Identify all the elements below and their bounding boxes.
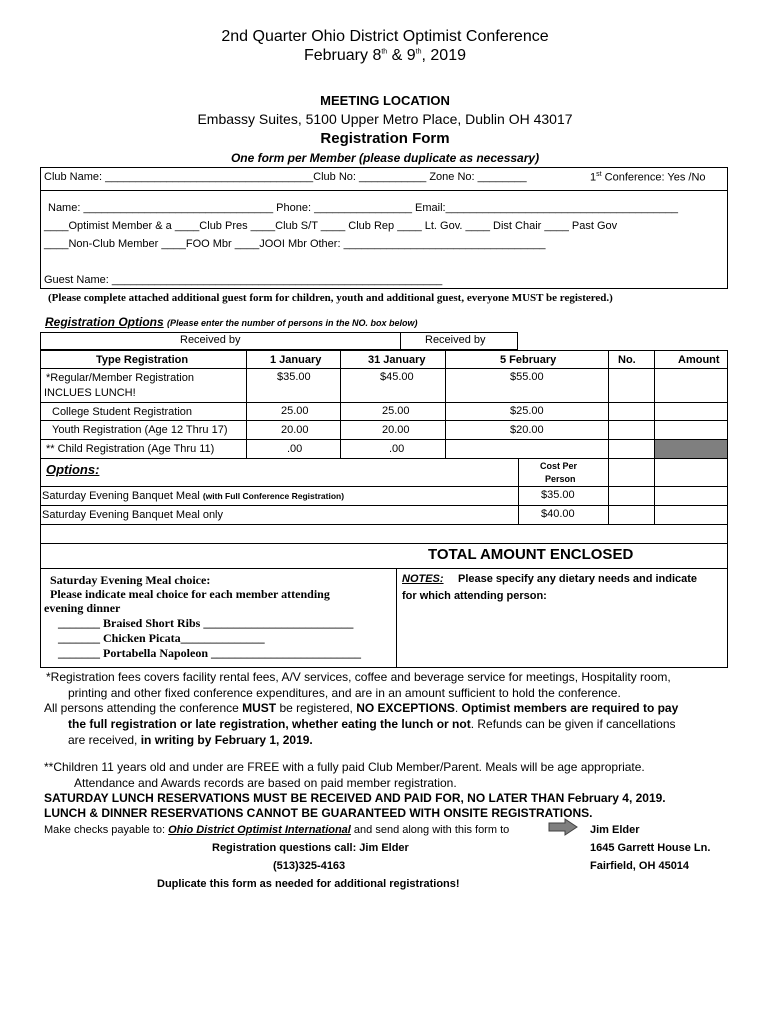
attendance-note-3: are received, in writing by February 1, 2019. [68,733,313,747]
form-title: Registration Form [320,130,450,147]
form-subtitle: One form per Member (please duplicate as necessary) [230,151,540,165]
person-label: Person [545,474,576,484]
row-regular-label: *Regular/Member Registration [46,372,194,384]
col-1-january: 1 January [270,354,322,366]
total-amount-input[interactable] [655,544,727,568]
option-banquet-full-price: $35.00 [541,489,575,501]
row-child-label: ** Child Registration (Age Thru 11) [46,443,215,455]
received-by-label-2: Received by [425,334,486,346]
guest-note: (Please complete attached additional guest form for children, youth and additional guest, everyone MUST be registered.) [48,292,613,304]
col-5-february: 5 February [500,354,557,366]
no-input-child[interactable] [609,440,654,458]
divider [40,568,728,569]
divider [445,350,446,459]
club-info-line[interactable]: Club Name: __________________________________Club No: ___________ Zone No: ________ [44,171,527,183]
contact-phone: (513)325-4163 [273,860,346,872]
notes-label: NOTES: [402,573,444,585]
meal-choice-instruction-2: evening dinner [44,601,121,615]
first-conference-line[interactable]: 1st Conference: Yes /No [590,171,706,184]
saturday-lunch-deadline: SATURDAY LUNCH RESERVATIONS MUST BE RECEIVED AND PAID FOR, NO LATER THAN February 4, 2019. [44,791,666,805]
make-checks-payable: Make checks payable to: Ohio District Optimist International and send along with this form to [44,824,510,836]
option-banquet-only-price: $40.00 [541,508,575,520]
conference-title: 2nd Quarter Ohio District Optimist Conference [221,28,549,45]
no-input-youth[interactable] [609,421,654,439]
row-youth-jan31: 20.00 [382,424,410,436]
divider [246,350,247,459]
row-youth-jan1: 20.00 [281,424,309,436]
row-college-jan1: 25.00 [281,405,309,417]
cost-per-label: Cost Per [540,461,578,471]
option-banquet-only: Saturday Evening Banquet Meal only [42,509,224,521]
divider [396,568,397,668]
row-regular-jan1: $35.00 [277,371,311,383]
fees-note-2: printing and other fixed conference expenditures, and are in an amount sufficient to hold the conference. [68,686,621,700]
registration-questions: Registration questions call: Jim Elder [212,842,409,854]
no-input-regular[interactable] [609,369,654,402]
row-child-jan1: .00 [287,443,303,455]
amount-input-college[interactable] [655,403,727,420]
onsite-warning: LUNCH & DINNER RESERVATIONS CANNOT BE GUARANTEED WITH ONSITE REGISTRATIONS. [44,806,593,820]
row-regular-label-2: INCLUES LUNCH! [44,387,136,399]
venue-address: Embassy Suites, 5100 Upper Metro Place, Dublin OH 43017 [197,111,573,127]
member-type-line-1[interactable]: ____Optimist Member & a ____Club Pres ____Club S/T ____ Club Rep ____ Lt. Gov. ____ Dist Chair ____ Past Gov [44,220,618,232]
address-city: Fairfield, OH 45014 [590,860,690,872]
row-child-jan31: .00 [389,443,405,455]
amount-input-banquet-only[interactable] [655,506,727,524]
col-type-registration: Type Registration [96,354,189,366]
no-input-banquet-full[interactable] [609,487,654,505]
amount-input-youth[interactable] [655,421,727,439]
address-name: Jim Elder [590,824,640,836]
divider [340,350,341,459]
amount-input-banquet-full[interactable] [655,487,727,505]
no-input-college[interactable] [609,403,654,420]
divider [40,524,728,525]
attendance-note-2: the full registration or late registration, whether eating the lunch or not. Refunds can be given if cancellations [68,717,676,731]
divider [518,458,519,524]
row-college-jan31: 25.00 [382,405,410,417]
meal-choice-short-ribs[interactable]: _______ Braised Short Ribs _________________________ [58,616,354,630]
member-type-line-2[interactable]: ____Non-Club Member ____FOO Mbr ____JOOI Mbr Other: _________________________________ [44,238,546,250]
registration-options-heading: Registration Options (Please enter the number of persons in the NO. box below) [45,315,418,329]
name-phone-email-line[interactable]: Name: _______________________________ Phone: ________________ Email:______________________________________ [48,202,679,214]
children-note-2: Attendance and Awards records are based on paid member registration. [74,776,457,790]
dietary-notes-field[interactable] [400,606,726,666]
attendance-note: All persons attending the conference MUST be registered, NO EXCEPTIONS. Optimist members are required to pay [44,701,679,715]
received-by-label-1: Received by [180,334,241,346]
row-youth-feb5: $20.00 [510,424,544,436]
col-amount: Amount [678,354,720,366]
row-regular-jan31: $45.00 [380,371,414,383]
meeting-location-label: MEETING LOCATION [320,93,450,108]
notes-text-2: for which attending person: [402,590,547,602]
options-title: Options: [46,462,100,477]
row-college-feb5: $25.00 [510,405,544,417]
meal-choice-instruction: Please indicate meal choice for each member attending [50,587,330,601]
col-no: No. [618,354,636,366]
row-youth-label: Youth Registration (Age 12 Thru 17) [52,424,228,436]
notes-text: Please specify any dietary needs and indicate [458,573,698,585]
col-31-january: 31 January [368,354,426,366]
no-input-banquet-only[interactable] [609,506,654,524]
divider [40,190,728,191]
amount-input-regular[interactable] [655,369,727,402]
divider [40,543,728,544]
right-arrow-icon [548,818,578,836]
option-banquet-full: Saturday Evening Banquet Meal (with Full Conference Registration) [42,490,345,502]
meal-choice-chicken-picata[interactable]: _______ Chicken Picata______________ [58,631,265,645]
fees-note: *Registration fees covers facility rental fees, A/V services, coffee and beverage service for meetings, Hospitality room, [46,670,671,684]
children-note: **Children 11 years old and under are FREE with a fully paid Club Member/Parent. Meals will be age appropriate. [44,760,645,774]
divider [400,332,401,350]
conference-dates: February 8th & 9th, 2019 [303,47,466,64]
guest-name-line[interactable]: Guest Name: ______________________________________________________ [44,274,443,286]
row-regular-feb5: $55.00 [510,371,544,383]
total-amount-label: TOTAL AMOUNT ENCLOSED [428,546,634,563]
address-street: 1645 Garrett House Ln. [590,842,711,854]
duplicate-note: Duplicate this form as needed for additional registrations! [157,878,460,890]
row-college-label: College Student Registration [52,406,193,418]
meal-choice-title: Saturday Evening Meal choice: [50,573,211,587]
meal-choice-portabella[interactable]: _______ Portabella Napoleon _________________________ [58,646,361,660]
shaded-cell [655,440,727,458]
